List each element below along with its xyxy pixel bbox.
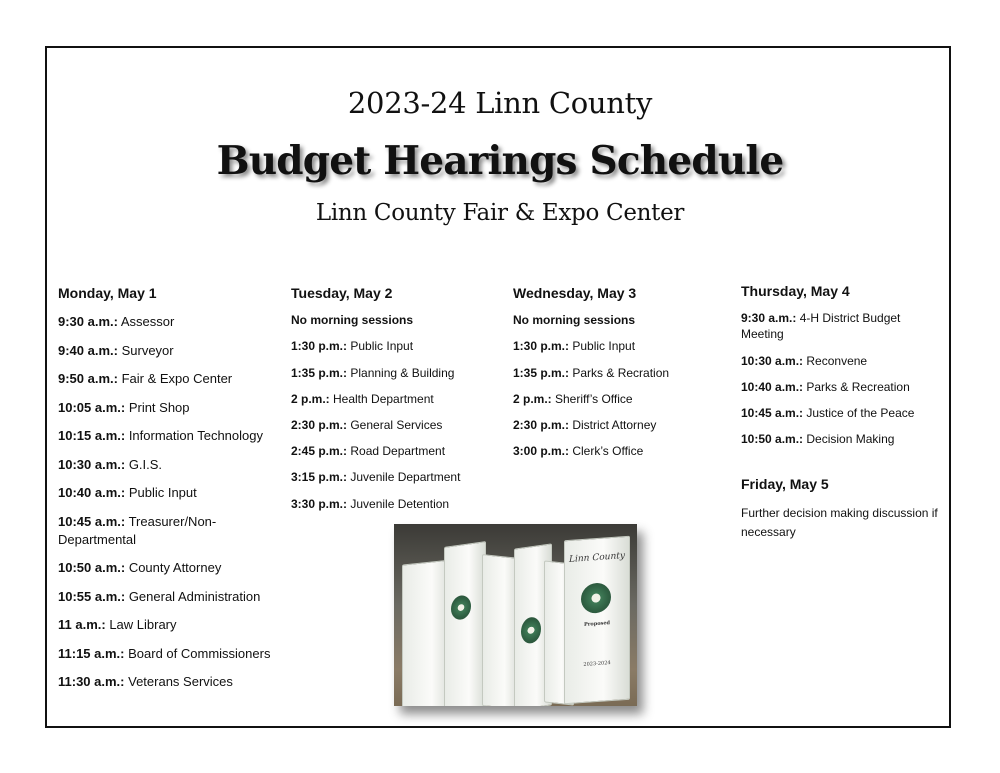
item-time: 10:45 a.m.: xyxy=(741,405,804,420)
item-time: 10:50 a.m.: xyxy=(58,560,126,576)
item-dept: Planning & Building xyxy=(347,365,455,380)
item-dept: Veterans Services xyxy=(124,674,233,690)
friday-description: Further decision making discussion if necessary xyxy=(741,505,938,539)
item-time: 2:30 p.m.: xyxy=(291,417,348,432)
item-dept: G.I.S. xyxy=(125,456,163,472)
item-time: 1:30 p.m.: xyxy=(513,339,570,354)
page-title: Budget Hearings Schedule xyxy=(216,138,784,184)
item-dept: Parks & Recration xyxy=(569,365,670,380)
item-time: 3:30 p.m.: xyxy=(291,496,348,511)
day-heading-tuesday: Tuesday, May 2 xyxy=(291,285,393,301)
schedule-item xyxy=(291,417,501,433)
binder-image xyxy=(444,541,486,706)
schedule-item xyxy=(291,365,501,381)
county-seal-icon xyxy=(581,582,611,614)
schedule-item xyxy=(513,365,723,381)
venue-subtitle: Linn County Fair & Expo Center xyxy=(315,200,685,226)
item-time: 2 p.m.: xyxy=(291,391,330,406)
item-dept: Decision Making xyxy=(803,432,895,447)
schedule-item xyxy=(291,391,501,407)
schedule-item xyxy=(58,616,273,634)
item-time: 2:45 p.m.: xyxy=(291,444,348,459)
item-time: 3:00 p.m.: xyxy=(513,444,570,459)
schedule-item xyxy=(513,391,723,407)
wednesday-column xyxy=(513,284,723,469)
item-time: 10:30 a.m.: xyxy=(741,353,804,368)
item-dept: Surveyor xyxy=(117,342,174,358)
item-time: 9:30 a.m.: xyxy=(58,314,118,330)
item-dept: Parks & Recreation xyxy=(803,379,910,394)
schedule-item xyxy=(741,405,946,421)
item-time: 10:30 a.m.: xyxy=(58,456,126,472)
schedule-item xyxy=(58,559,273,577)
schedule-item xyxy=(58,456,273,474)
item-time: 9:50 a.m.: xyxy=(58,371,118,387)
schedule-item xyxy=(741,431,946,447)
item-dept: Fair & Expo Center xyxy=(117,371,233,387)
schedule-item xyxy=(291,338,501,354)
monday-column xyxy=(58,284,273,702)
item-time: 10:15 a.m.: xyxy=(58,428,126,444)
schedule-item xyxy=(741,379,946,395)
schedule-item xyxy=(513,443,723,459)
item-dept: County Attorney xyxy=(125,560,222,576)
item-time: 11 a.m.: xyxy=(58,617,106,633)
item-dept: Treasurer/Non-Departmental xyxy=(58,514,217,547)
binder-title: Linn County xyxy=(569,551,625,565)
item-dept: 4-H District Budget Meeting xyxy=(741,311,901,342)
item-time: 2:30 p.m.: xyxy=(513,417,570,432)
item-dept: Information Technology xyxy=(125,428,263,444)
item-time: 10:55 a.m.: xyxy=(58,588,126,604)
schedule-item xyxy=(58,673,273,691)
item-time: 1:35 p.m.: xyxy=(291,365,348,380)
day-heading-wednesday: Wednesday, May 3 xyxy=(513,285,637,301)
schedule-item xyxy=(58,342,273,360)
binder-subtitle: Proposed xyxy=(583,620,611,628)
session-note: No morning sessions xyxy=(291,313,414,328)
schedule-item xyxy=(291,496,501,512)
schedule-item xyxy=(58,313,273,331)
item-dept: Clerk’s Office xyxy=(569,444,644,459)
schedule-item xyxy=(513,417,723,433)
county-seal-icon xyxy=(451,594,471,621)
tuesday-column xyxy=(291,284,501,522)
item-time: 10:50 a.m.: xyxy=(741,432,804,447)
item-time: 2 p.m.: xyxy=(513,391,552,406)
item-time: 10:05 a.m.: xyxy=(58,399,126,415)
schedule-item xyxy=(58,484,273,502)
item-time: 9:30 a.m.: xyxy=(741,311,797,326)
day-heading-thursday: Thursday, May 4 xyxy=(741,283,850,299)
item-time: 11:30 a.m.: xyxy=(58,674,125,690)
item-time: 9:40 a.m.: xyxy=(58,342,118,358)
schedule-item xyxy=(291,443,501,459)
item-dept: District Attorney xyxy=(569,417,657,432)
county-seal-icon xyxy=(521,616,541,645)
item-dept: General Administration xyxy=(125,588,261,604)
item-dept: Juvenile Detention xyxy=(347,496,450,511)
schedule-item xyxy=(58,645,273,663)
item-time: 1:35 p.m.: xyxy=(513,365,570,380)
item-dept: Sheriff’s Office xyxy=(551,391,633,406)
binder-image xyxy=(564,536,630,705)
item-dept: Justice of the Peace xyxy=(803,405,915,420)
item-dept: Juvenile Department xyxy=(347,470,461,485)
schedule-item xyxy=(513,338,723,354)
item-time: 3:15 p.m.: xyxy=(291,470,348,485)
schedule-item xyxy=(58,588,273,606)
schedule-item xyxy=(58,370,273,388)
item-time: 10:40 a.m.: xyxy=(741,379,804,394)
item-time: 1:30 p.m.: xyxy=(291,339,348,354)
item-dept: Public Input xyxy=(569,339,636,354)
item-time: 11:15 a.m.: xyxy=(58,645,125,661)
schedule-item xyxy=(291,469,501,485)
item-dept: General Services xyxy=(347,417,443,432)
item-dept: Print Shop xyxy=(125,399,190,415)
title-year-county: 2023-24 Linn County xyxy=(347,86,653,120)
day-heading-monday: Monday, May 1 xyxy=(58,285,157,301)
item-dept: Board of Commissioners xyxy=(124,645,271,661)
schedule-item xyxy=(58,513,228,548)
schedule-item xyxy=(58,399,273,417)
binder-year: 2023-2024 xyxy=(583,660,611,668)
item-dept: Law Library xyxy=(105,617,177,633)
schedule-item xyxy=(741,310,946,342)
item-time: 10:45 a.m.: xyxy=(58,514,126,530)
item-time: 10:40 a.m.: xyxy=(58,485,126,501)
item-dept: Reconvene xyxy=(803,353,868,368)
budget-binders-photo xyxy=(394,524,637,706)
item-dept: Health Department xyxy=(329,391,434,406)
item-dept: Road Department xyxy=(347,444,446,459)
schedule-item xyxy=(741,353,946,369)
item-dept: Public Input xyxy=(347,339,414,354)
item-dept: Assessor xyxy=(117,314,175,330)
schedule-item xyxy=(58,427,273,445)
thursday-column xyxy=(741,282,946,542)
item-dept: Public Input xyxy=(125,485,197,501)
day-heading-friday: Friday, May 5 xyxy=(741,476,829,493)
session-note: No morning sessions xyxy=(513,313,636,328)
